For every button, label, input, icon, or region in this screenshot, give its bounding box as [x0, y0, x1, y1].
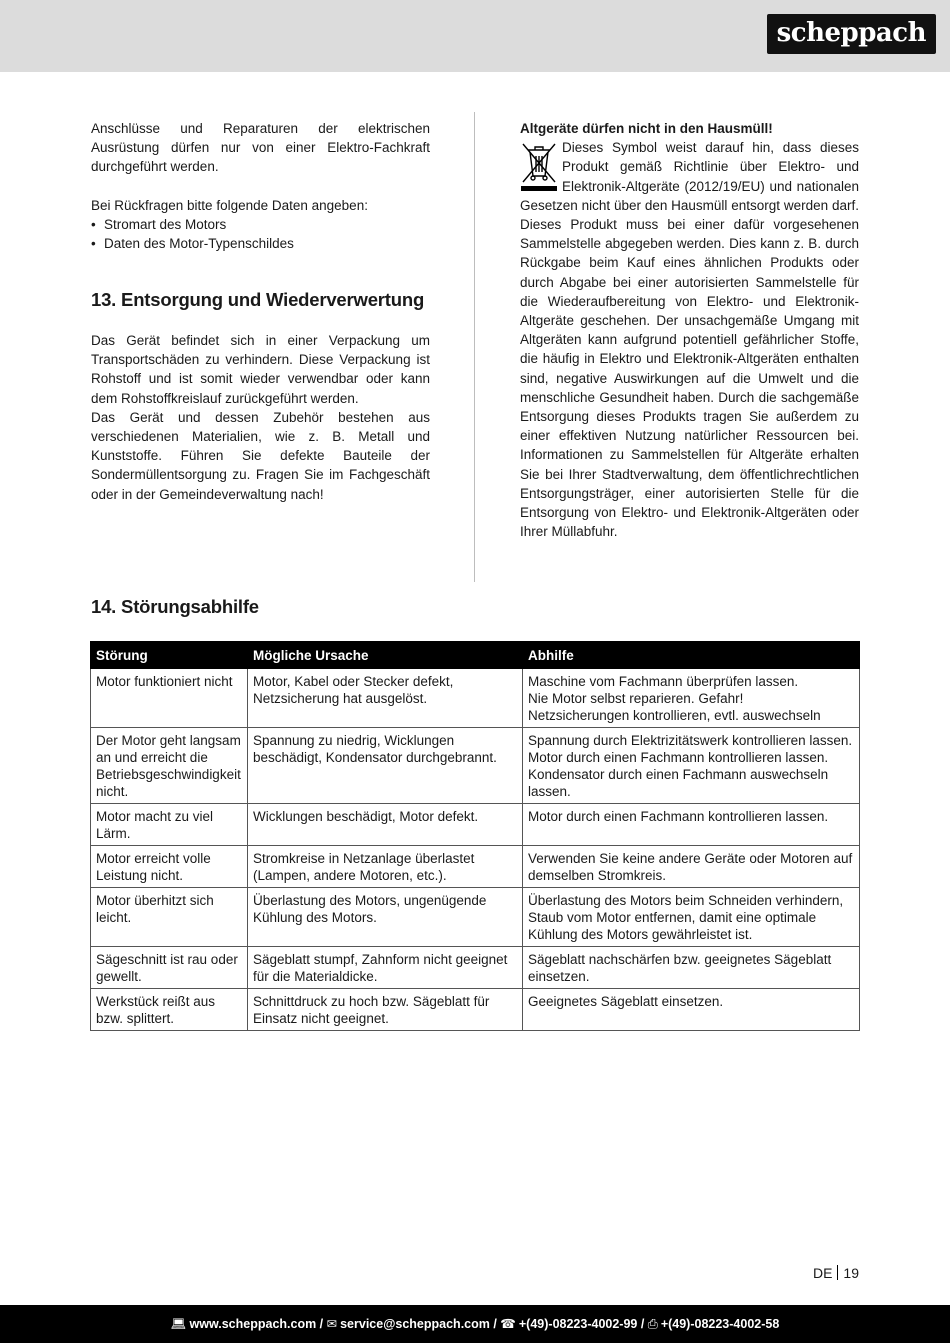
weee-heading: Altgeräte dürfen nicht in den Hausmüll! [520, 121, 773, 136]
cause-cell: Überlastung des Motors, ungenügende Kühlung des Motors. [248, 888, 523, 947]
cause-cell: Schnittdruck zu hoch bzw. Sägeblatt für Einsatz nicht geeignet. [248, 989, 523, 1031]
bullet-list [91, 215, 430, 253]
footer-bar: 💻︎ www.scheppach.com / ✉ service@scheppach.com / ☎ +(49)-08223-4002-99 / ⎙ +(49)-08223-4002-58 [0, 1305, 950, 1343]
remedy-cell: Spannung durch Elektrizitätswerk kontrollieren lassen. Motor durch einen Fachmann kontrollieren lassen. Kondensator durch einen Fachmann auswechseln lassen. [523, 728, 860, 804]
footer-website[interactable]: www.scheppach.com [189, 1317, 317, 1331]
language-code: DE [812, 1265, 833, 1281]
weee-text: Dieses Symbol weist darauf hin, dass dieses Produkt gemäß Richtlinie über Elektro- und Elektronik-Altgeräte (2012/19/EU) und nationalen Gesetzen nicht über den Hausmüll entsorgt werden darf. Dieses Produkt muss bei einer dafür vorgesehenen Sammelstelle abgegeben werden. Dies kann z. B. durch Rückgabe beim Kauf eines ähnlichen Produkts oder durch Abgabe bei einer autorisierten Sammelstelle für die Wiederaufbereitung von Elektro- und Elektronik-Altgeräte geschehen. Der unsachgemäße Umgang mit Altgeräten kann aufgrund potentiell gefährlicher Stoffe, die häufig in Elektro und Elektronik-Altgeräten enthalten sind, negative Auswirkungen auf die Umwelt und die menschliche Gesundheit haben. Durch die sachgemäße Entsorgung dieses Produkts tragen Sie außerdem zu einer effektiven Nutzung natürlicher Ressourcen bei. Informationen zu Sammelstellen für Altgeräte erhalten Sie bei Ihrer Stadtverwaltung, dem öffentlichrechtlichen Entsorgungsträger, einer autorisierten Stelle für die Entsorgung von Elektro- und Elektronik-Altgeräten oder Ihrer Müllabfuhr. [520, 140, 859, 540]
fax-icon: ⎙ [647, 1317, 658, 1331]
fault-cell: Der Motor geht langsam an und erreicht die Betriebsgeschwindigkeit nicht. [91, 728, 248, 804]
footer-email[interactable]: service@scheppach.com [340, 1317, 490, 1331]
bullet-item: • Stromart des Motors [91, 215, 430, 234]
crossed-out-wheelie-bin-icon [520, 140, 558, 192]
right-column [520, 119, 859, 541]
table-row [91, 846, 860, 888]
troubleshooting-table [90, 641, 860, 1031]
cause-cell: Wicklungen beschädigt, Motor defekt. [248, 804, 523, 846]
remedy-cell: Überlastung des Motors beim Schneiden verhindern, Staub vom Motor entfernen, damit eine optimale Kühlung des Motors gewährleistet ist. [523, 888, 860, 947]
intro-text: Anschlüsse und Reparaturen der elektrischen Ausrüstung dürfen nur von einer Elektro-Fachkraft durchgeführt werden. [91, 121, 430, 175]
table-row [91, 728, 860, 804]
remedy-cell: Verwenden Sie keine andere Geräte oder Motoren auf demselben Stromkreis. [523, 846, 860, 888]
column-header: Störung [91, 642, 248, 669]
queries-label: Bei Rückfragen bitte folgende Daten angeben: [91, 197, 368, 213]
column-divider [474, 112, 475, 582]
fault-cell: Motor erreicht volle Leistung nicht. [91, 846, 248, 888]
scheppach-logo: scheppach [767, 14, 936, 54]
table-row [91, 669, 860, 728]
remedy-cell: Sägeblatt nachschärfen bzw. geeignetes Sägeblatt einsetzen. [523, 947, 860, 989]
section-13-body [91, 331, 430, 504]
cause-cell: Sägeblatt stumpf, Zahnform nicht geeignet für die Materialdicke. [248, 947, 523, 989]
phone-icon: ☎ [500, 1317, 516, 1331]
footer-fax: +(49)-08223-4002-58 [660, 1317, 780, 1331]
cause-cell: Motor, Kabel oder Stecker defekt, Netzsicherung hat ausgelöst. [248, 669, 523, 728]
remedy-cell: Motor durch einen Fachmann kontrollieren lassen. [523, 804, 860, 846]
section-13-paragraph: Das Gerät und dessen Zubehör bestehen aus verschiedenen Materialien, wie z. B. Metall und Kunststoffe. Führen Sie defekte Bauteile der Sondermüllentsorgung zu. Fragen Sie im Fachgeschäft oder in der Gemeindeverwaltung nach! [91, 409, 430, 502]
section-13-title: 13. Entsorgung und Wiederverwertung [91, 289, 425, 310]
table-row [91, 947, 860, 989]
section-13-paragraph: Das Gerät befindet sich in einer Verpackung um Transportschäden zu verhindern. Diese Verpackung ist Rohstoff und ist somit wieder verwendbar oder kann dem Rohstoffkreislauf zurückgeführt werden. [91, 333, 430, 406]
column-header: Abhilfe [523, 642, 860, 669]
header-bar [0, 0, 950, 72]
fault-cell: Motor funktioniert nicht [91, 669, 248, 728]
fault-cell: Motor überhitzt sich leicht. [91, 888, 248, 947]
footer-phone: +(49)-08223-4002-99 [518, 1317, 638, 1331]
computer-icon: 💻︎ [170, 1317, 187, 1331]
cause-cell: Spannung zu niedrig, Wicklungen beschädigt, Kondensator durchgebrannt. [248, 728, 523, 804]
remedy-cell: Maschine vom Fachmann überprüfen lassen. Nie Motor selbst reparieren. Gefahr! Netzsicherungen kontrollieren, evtl. auswechseln [523, 669, 860, 728]
mail-icon: ✉ [326, 1317, 338, 1331]
column-header: Mögliche Ursache [248, 642, 523, 669]
section-14-title: 14. Störungsabhilfe [91, 596, 259, 617]
fault-cell: Sägeschnitt ist rau oder gewellt. [91, 947, 248, 989]
page-number-value: 19 [843, 1265, 859, 1281]
remedy-cell: Geeignetes Sägeblatt einsetzen. [523, 989, 860, 1031]
left-column [91, 119, 430, 253]
table-row [91, 888, 860, 947]
page-number [813, 1265, 859, 1281]
fault-cell: Werkstück reißt aus bzw. splittert. [91, 989, 248, 1031]
page-number-divider [837, 1265, 838, 1280]
cause-cell: Stromkreise in Netzanlage überlastet (Lampen, andere Motoren, etc.). [248, 846, 523, 888]
bullet-item: • Daten des Motor-Typenschildes [91, 234, 430, 253]
table-row [91, 989, 860, 1031]
fault-cell: Motor macht zu viel Lärm. [91, 804, 248, 846]
table-row [91, 804, 860, 846]
table-header-row [91, 642, 860, 669]
